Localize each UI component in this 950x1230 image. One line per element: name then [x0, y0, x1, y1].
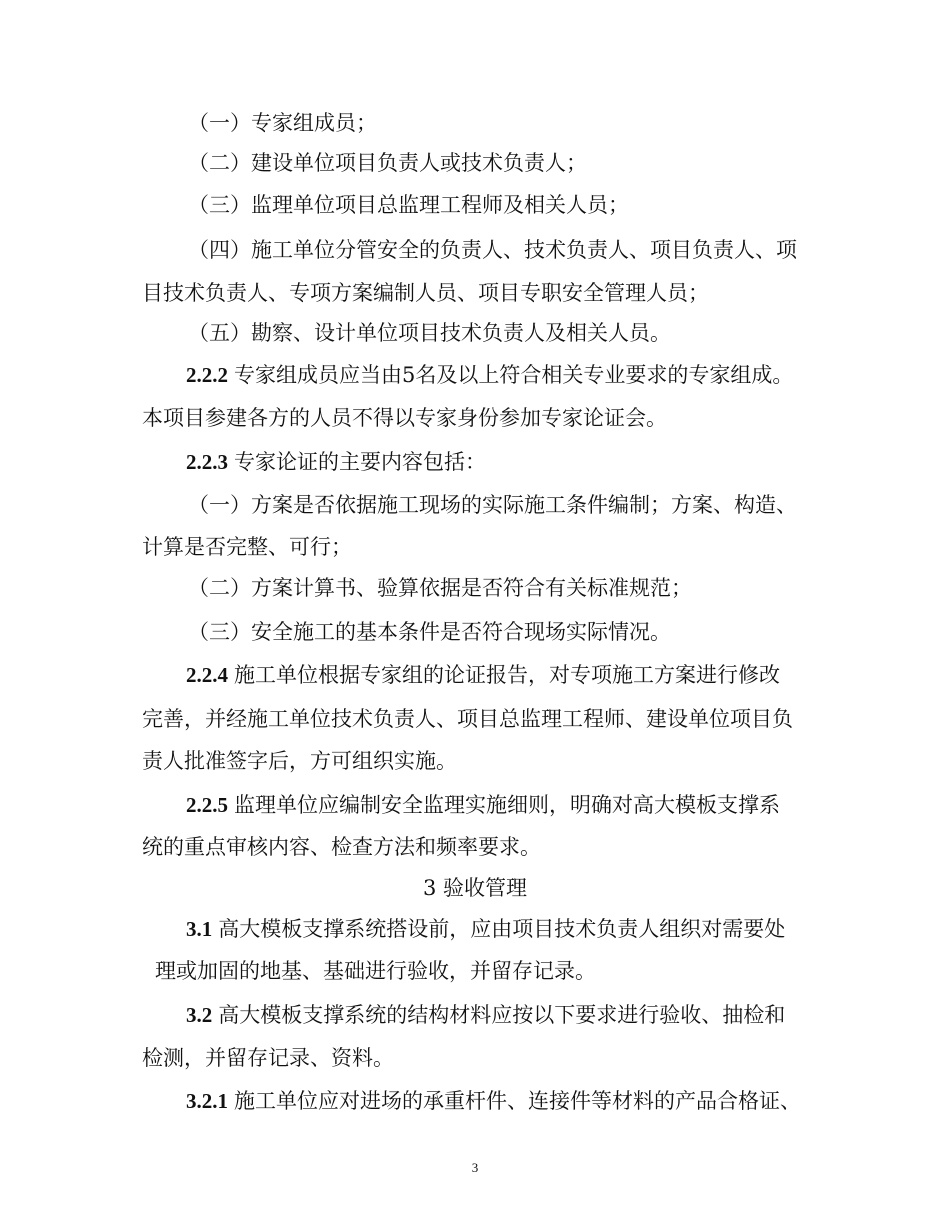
- section-2-2-3-item1-line2: 计算是否完整、可行；: [142, 535, 352, 559]
- section-number: 3.1: [186, 917, 213, 941]
- paragraph-text: 监理单位应编制安全监理实施细则，明确对高大模板支撑系: [234, 793, 780, 817]
- paragraph-text: 专家组成员应当由5名及以上符合相关专业要求的专家组成。: [234, 363, 794, 387]
- section-2-2-2-line1: [186, 360, 793, 390]
- section-2-2-4-line3: 责人批准签字后，方可组织实施。: [142, 749, 457, 773]
- section-3-2-line1: [186, 1000, 785, 1030]
- section-number: 3.2: [186, 1003, 213, 1027]
- section-number: 2.2.5: [186, 793, 228, 817]
- section-number: 3.2.1: [186, 1089, 228, 1113]
- section-2-2-4-line2: 完善，并经施工单位技术负责人、项目总监理工程师、建设单位项目负: [142, 707, 793, 731]
- section-number: 2.2.2: [186, 363, 228, 387]
- committee-item-3: （三）监理单位项目总监理工程师及相关人员；: [188, 193, 629, 217]
- section-3-2-1-line1: [186, 1086, 801, 1116]
- section-2-2-2-line2: 本项目参建各方的人员不得以专家身份参加专家论证会。: [142, 406, 667, 430]
- committee-item-4-line2: 目技术负责人、专项方案编制人员、项目专职安全管理人员；: [142, 281, 709, 305]
- committee-item-5: （五）勘察、设计单位项目技术负责人及相关人员。: [188, 321, 671, 345]
- paragraph-text: 专家论证的主要内容包括：: [234, 450, 486, 474]
- section-2-2-4-line1: [186, 660, 780, 690]
- section-2-2-3-item3: （三）安全施工的基本条件是否符合现场实际情况。: [188, 620, 671, 644]
- section-2-2-5-line2: 统的重点审核内容、检查方法和频率要求。: [142, 835, 541, 859]
- section-2-2-3-item1-line1: （一）方案是否依据施工现场的实际施工条件编制；方案、构造、: [188, 493, 797, 517]
- paragraph-text: 高大模板支撑系统的结构材料应按以下要求进行验收、抽检和: [218, 1003, 786, 1027]
- section-2-2-3-item2: （二）方案计算书、验算依据是否符合有关标准规范；: [188, 576, 692, 600]
- paragraph-text: 施工单位应对进场的承重杆件、连接件等材料的产品合格证、: [234, 1089, 801, 1113]
- section-3-1-line2: 理或加固的地基、基础进行验收，并留存记录。: [155, 959, 596, 983]
- section-2-2-3-line1: [186, 447, 486, 477]
- committee-item-4-line1: （四）施工单位分管安全的负责人、技术负责人、项目负责人、项: [188, 238, 797, 262]
- committee-item-1: （一）专家组成员；: [188, 111, 377, 135]
- committee-item-2: （二）建设单位项目负责人或技术负责人；: [188, 151, 587, 175]
- page-number: 3: [471, 1160, 479, 1175]
- section-number: 2.2.3: [186, 450, 228, 474]
- chapter-heading: 3 验收管理: [422, 876, 528, 900]
- section-2-2-5-line1: [186, 790, 780, 820]
- paragraph-text: 高大模板支撑系统搭设前，应由项目技术负责人组织对需要处: [218, 917, 786, 941]
- section-3-2-line2: 检测，并留存记录、资料。: [142, 1046, 394, 1070]
- section-number: 2.2.4: [186, 663, 228, 687]
- section-3-1-line1: [186, 914, 785, 944]
- paragraph-text: 施工单位根据专家组的论证报告，对专项施工方案进行修改: [234, 663, 780, 687]
